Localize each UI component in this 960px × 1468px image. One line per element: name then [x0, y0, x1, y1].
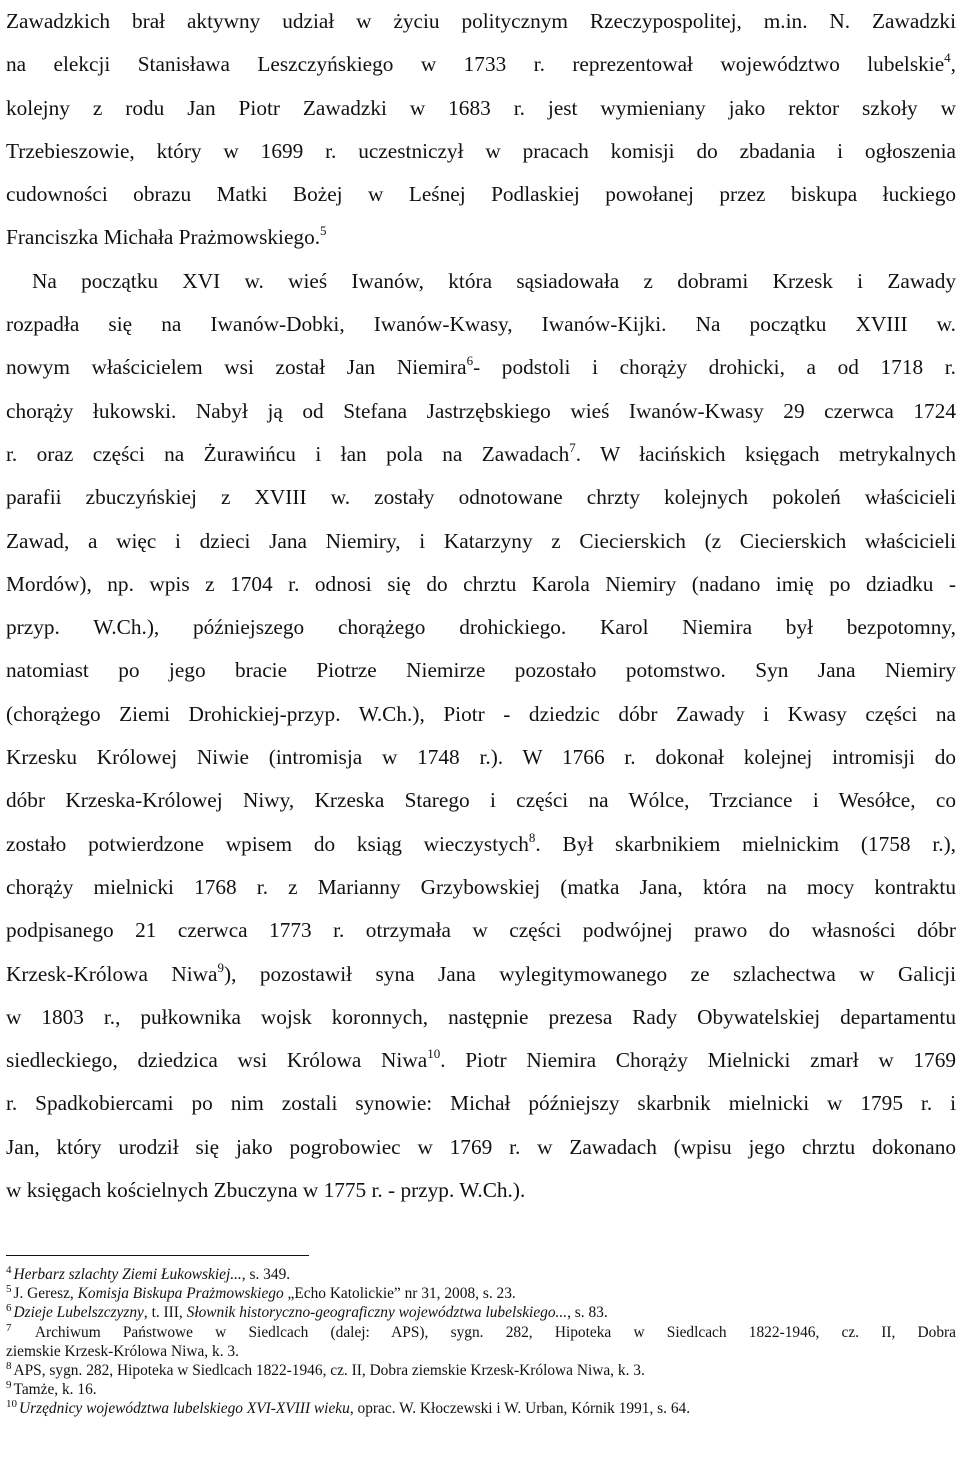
footnote-marker[interactable]: 6: [466, 353, 474, 369]
body-text: [6, 0, 956, 1212]
footnote-text: , oprac. W. Kłoczewski i W. Urban, Kórnik 1991, s. 64.: [349, 1400, 691, 1418]
text-line: [6, 693, 956, 736]
footnote: [6, 1380, 956, 1399]
footnote-text: , s. 83.: [567, 1304, 608, 1322]
footnote-number: 4: [6, 1264, 12, 1276]
footnote-separator: [6, 1255, 309, 1256]
text-segment: w księgach kościelnych Zbuczyna w 1775 r. - przyp. W.Ch.).: [6, 1178, 526, 1203]
text-segment: . W łacińskich księgach metrykalnych: [575, 441, 956, 466]
text-line: [6, 173, 956, 216]
footnote-marker[interactable]: 7: [569, 439, 576, 455]
text-segment: Zawadzkich brał aktywny udział w życiu politycznym Rzeczypospolitej, m.in. N. Zawadzki: [6, 9, 956, 33]
footnote-title: Herbarz szlachty Ziemi Łukowskiej...: [13, 1266, 242, 1283]
text-segment: dóbr Krzeska-Królowej Niwy, Krzeska Starego i części na Wólce, Trzciance i Wesółce, co: [6, 788, 956, 813]
text-segment: ), pozostawił syna Jana wylegitymowanego ze szlachectwa w Galicji: [223, 961, 956, 986]
footnote-number: 9: [6, 1379, 12, 1392]
text-line: [6, 433, 956, 476]
text-line: [6, 823, 956, 866]
text-line: [6, 953, 956, 996]
footnote-marker[interactable]: 4: [944, 50, 951, 66]
text-segment: r. Spadkobiercami po nim zostali synowie: Michał późniejszy skarbnik mielnicki w 1795 r. i: [6, 1091, 956, 1116]
text-segment: ,: [950, 52, 956, 77]
footnote: [6, 1361, 956, 1380]
text-segment: siedleckiego, dziedzica wsi Królowa Niwa: [6, 1048, 428, 1073]
text-line: [6, 996, 956, 1039]
text-segment: na elekcji Stanisława Leszczyńskiego w 1733 r. reprezentował województwo lubelskie: [6, 52, 945, 77]
text-line: [6, 216, 956, 259]
text-line: [6, 520, 956, 563]
footnote-marker[interactable]: 10: [427, 1046, 441, 1062]
footnote-title: Urzędnicy województwa lubelskiego XVI-XVIII wieku: [19, 1400, 350, 1418]
text-segment: chorąży łukowski. Nabył ją od Stefana Jastrzębskiego wieś Iwanów-Kwasy 29 czerwca 1724: [6, 398, 956, 423]
text-line: [6, 476, 956, 519]
text-line: [6, 779, 956, 822]
footnote: [6, 1303, 956, 1322]
text-segment: r. oraz części na Żurawińcu i łan pola na Zawadach: [6, 441, 570, 466]
text-segment: Na początku XVI w. wieś Iwanów, która sąsiadowała z dobrami Krzesk i Zawady: [32, 268, 956, 293]
footnote-marker[interactable]: 8: [528, 829, 536, 845]
footnote: [6, 1323, 956, 1342]
text-line: [6, 130, 956, 173]
footnote-text: J. Geresz,: [13, 1285, 78, 1303]
footnote: [6, 1265, 956, 1284]
footnote-number: 5: [6, 1283, 12, 1296]
text-line: [6, 1169, 956, 1212]
text-segment: w 1803 r., pułkownika wojsk koronnych, następnie prezesa Rady Obywatelskiej departamentu: [6, 1004, 956, 1029]
text-line: [6, 866, 956, 909]
text-segment: (chorążego Ziemi Drohickiej-przyp. W.Ch.), Piotr - dziedzic dóbr Zawady i Kwasy części na: [6, 701, 956, 726]
text-line: [6, 1126, 956, 1169]
footnote-text: , t. III,: [143, 1304, 187, 1322]
footnote-text: Archiwum Państwowe w Siedlcach (dalej: APS), sygn. 282, Hipoteka w Siedlcach 1822-1946, cz. II, Dobra: [13, 1323, 956, 1341]
footnote-title: Komisja Biskupa Prażmowskiego: [77, 1285, 284, 1303]
text-segment: Jan, który urodził się jako pogrobowiec w 1769 r. w Zawadach (wpisu jego chrztu dokonano: [6, 1134, 956, 1159]
text-segment: rozpadła się na Iwanów-Dobki, Iwanów-Kwasy, Iwanów-Kijki. Na początku XVIII w.: [6, 312, 956, 337]
footnote-title: Słownik historyczno-geograficzny województwa lubelskiego...: [186, 1304, 568, 1322]
text-segment: Zawad, a więc i dzieci Jana Niemiry, i Katarzyny z Ciecierskich (z Ciecierskich właścicieli: [6, 528, 956, 553]
text-line: [6, 736, 956, 779]
footnote-text: ziemskie Krzesk-Królowa Niwa, k. 3.: [6, 1342, 239, 1360]
text-line: [6, 649, 956, 692]
text-segment: nowym właścicielem wsi został Jan Niemira: [6, 355, 467, 380]
footnote-text: APS, sygn. 282, Hipoteka w Siedlcach 1822-1946, cz. II, Dobra ziemskie Krzesk-Królowa Niwa, k. 3.: [13, 1362, 645, 1380]
text-line: [6, 87, 956, 130]
text-segment: Krzesku Królowej Niwie (intromisja w 1748 r.). W 1766 r. dokonał kolejnej intromisji do: [6, 745, 956, 770]
text-line: [6, 909, 956, 952]
footnote-marker[interactable]: 9: [217, 959, 224, 975]
text-line: [6, 43, 956, 86]
footnotes: [6, 1265, 956, 1419]
text-segment: kolejny z rodu Jan Piotr Zawadzki w 1683 r. jest wymieniany jako rektor szkoły w: [6, 95, 956, 120]
text-segment: cudowności obrazu Matki Bożej w Leśnej Podlaskiej powołanej przez biskupa łuckiego: [6, 182, 956, 207]
text-segment: podpisanego 21 czerwca 1773 r. otrzymała w części podwójnej prawo do własności dóbr: [6, 918, 956, 943]
text-line: [6, 303, 956, 346]
text-line: [6, 346, 956, 389]
text-segment: natomiast po jego bracie Piotrze Niemirze pozostało potomstwo. Syn Jana Niemiry: [6, 658, 956, 683]
text-line: [6, 260, 956, 303]
footnote-marker[interactable]: 5: [320, 223, 327, 239]
text-line: [6, 390, 956, 433]
footnote-number: 8: [6, 1360, 12, 1373]
text-segment: Mordów), np. wpis z 1704 r. odnosi się do chrztu Karola Niemiry (nadano imię po dziadku -: [6, 571, 956, 596]
footnote-number: 6: [6, 1302, 12, 1315]
text-line: [6, 606, 956, 649]
footnote-number: 7: [6, 1321, 12, 1334]
footnote-text: Tamże, k. 16.: [13, 1381, 97, 1399]
footnote-number: 10: [6, 1398, 17, 1411]
text-line: [6, 1039, 956, 1082]
text-segment: . Piotr Niemira Chorąży Mielnicki zmarł w 1769: [440, 1048, 956, 1073]
text-line: [6, 0, 956, 43]
text-segment: zostało potwierdzone wpisem do ksiąg wieczystych: [6, 831, 529, 856]
footnote: [6, 1399, 956, 1418]
text-segment: chorąży mielnicki 1768 r. z Marianny Grzybowskiej (matka Jana, która na mocy kontraktu: [6, 874, 956, 899]
text-segment: Trzebieszowie, który w 1699 r. uczestniczył w pracach komisji do zbadania i ogłoszenia: [6, 138, 956, 163]
footnote: [6, 1342, 956, 1361]
footnote-title: Dzieje Lubelszczyzny: [13, 1304, 144, 1322]
text-segment: Krzesk-Królowa Niwa: [6, 961, 218, 986]
footnote-text: , s. 349.: [241, 1266, 291, 1283]
text-line: [6, 563, 956, 606]
text-segment: - podstoli i chorąży drohicki, a od 1718 r.: [473, 355, 956, 380]
footnote: [6, 1284, 956, 1303]
text-segment: . Był skarbnikiem mielnickim (1758 r.),: [535, 831, 956, 856]
text-segment: Franciszka Michała Prażmowskiego.: [6, 225, 321, 250]
text-segment: przyp. W.Ch.), późniejszego chorążego drohickiego. Karol Niemira był bezpotomny,: [6, 615, 956, 640]
text-line: [6, 1082, 956, 1125]
footnote-text: „Echo Katolickie” nr 31, 2008, s. 23.: [283, 1285, 516, 1303]
text-segment: parafii zbuczyńskiej z XVIII w. zostały odnotowane chrzty kolejnych pokoleń właścicieli: [6, 485, 956, 510]
